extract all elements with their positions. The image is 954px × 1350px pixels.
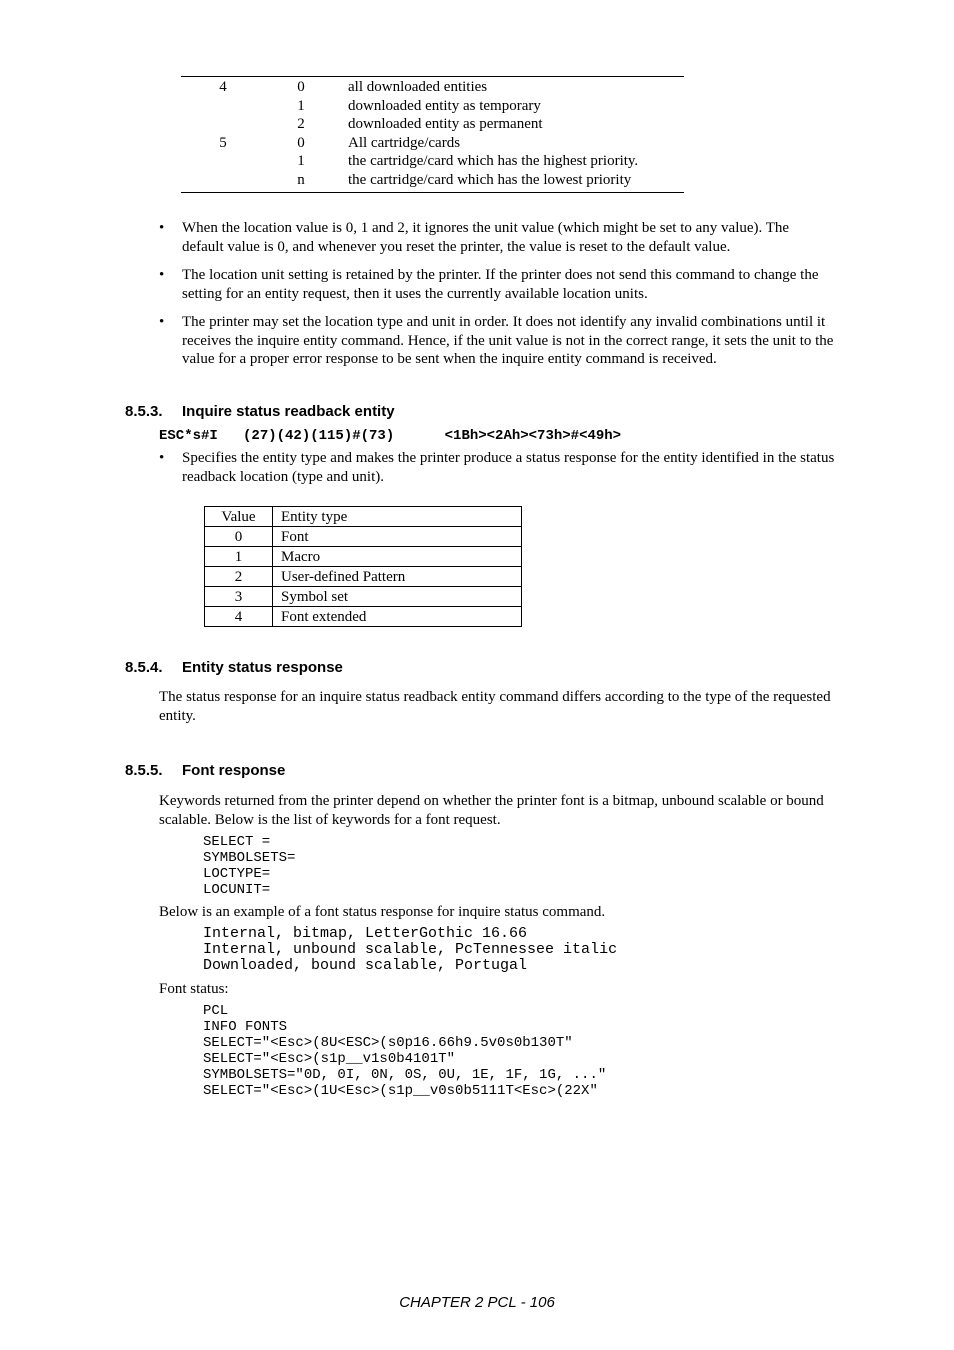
paragraph [159,688,889,725]
section-title: Font response [182,762,286,779]
table-row [205,547,522,567]
location-unit-cell: 2 [297,116,305,132]
section-number: 8.5.4. [125,659,163,676]
example-line: Downloaded, bound scalable, Portugal [203,957,528,974]
keyword-line: SYMBOLSETS= [203,850,296,866]
section-heading [125,659,343,676]
table-row [181,152,684,171]
keyword-line: SELECT = [203,834,271,850]
keyword-line: LOCTYPE= [203,866,271,882]
status-line: INFO FONTS [203,1019,288,1035]
table-row [181,97,684,116]
description-cell: All cartridge/cards [348,134,461,151]
text-line: The status response for an inquire status readback entity command differs according to the type of the requested [159,689,831,705]
text-line: The printer may set the location type and unit in order. It does not identify any invalid combinations until it [182,314,826,330]
table-row [181,78,684,97]
keyword-line: LOCUNIT= [203,882,271,898]
table-row [181,134,684,153]
location-unit-cell: 1 [297,97,305,114]
entity-type-cell: Font [273,527,522,547]
description-cell: the cartridge/card which has the lowest priority [348,172,632,188]
table-row [181,171,684,190]
page-footer: CHAPTER 2 PCL - 106 [399,1294,555,1311]
table-row [205,587,522,607]
text-line: setting for an entity request, then it uses the currently available location units. [182,285,648,302]
bullet-text [182,266,888,303]
value-cell: 0 [205,527,273,547]
section-number: 8.5.5. [125,762,163,779]
text-line: default value is 0, and whenever you reset the printer, the value is reset to the default value. [182,238,731,255]
section-heading [125,762,285,779]
table-row [205,527,522,547]
status-line: SYMBOLSETS="0D, 0I, 0N, 0S, 0U, 1E, 1F, 1G, ..." [203,1067,607,1083]
bullet-icon: • [159,450,165,466]
status-line: SELECT="<Esc>(8U<ESC>(s0p16.66h9.5v0s0b130T" [203,1035,573,1051]
font-status-label: Font status: [159,981,229,997]
section-number: 8.5.3. [125,403,163,420]
entity-type-cell: Symbol set [273,587,522,607]
section-title: Entity status response [182,659,343,676]
description-cell: the cartridge/card which has the highest priority. [348,153,639,169]
bullet-text [182,449,888,486]
entity-type-table [204,506,522,627]
status-line: PCL [203,1003,229,1019]
column-header: Entity type [273,507,522,527]
table-header-row [205,507,522,527]
location-unit-cell: 0 [297,134,305,151]
text-line: receives the inquire entity command. Hence, if the unit value is not in the correct range, it sets the unit to the [182,332,834,349]
status-line: SELECT="<Esc>(1U<Esc>(s1p__v0s0b5111T<Esc>(22X" [203,1083,598,1099]
value-cell: 2 [205,567,273,587]
location-table [181,76,684,193]
text-line: value for a proper error response to be sent when the inquire entity command is received. [182,351,717,367]
location-unit-cell: 0 [297,79,305,95]
example-line: Internal, bitmap, LetterGothic 16.66 [203,925,528,942]
text-line: scalable. Below is the list of keywords for a font request. [159,811,501,828]
bullet-icon: • [159,220,165,236]
description-cell: downloaded entity as temporary [348,97,541,114]
table-row [205,567,522,587]
value-cell: 4 [205,607,273,627]
value-cell: 3 [205,587,273,607]
bullet-text [182,313,888,369]
description-cell: all downloaded entities [348,79,488,95]
text-line: The location unit setting is retained by the printer. If the printer does not send this command to change the [182,267,819,283]
value-cell: 1 [205,547,273,567]
command-syntax: ESC*s#I (27)(42)(115)#(73) <1Bh><2Ah><73h>#<49h> [159,428,622,444]
text-line: When the location value is 0, 1 and 2, it ignores the unit value (which might be set to any value). The [182,220,790,236]
location-type-cell: 5 [219,134,227,151]
example-line: Internal, unbound scalable, PcTennessee italic [203,941,618,958]
section-title: Inquire status readback entity [182,403,395,420]
text-line: readback location (type and unit). [182,468,385,485]
table-row [181,115,684,134]
entity-type-cell: User-defined Pattern [273,567,522,587]
bullet-text [182,219,888,256]
table-row [205,607,522,627]
entity-type-cell: Macro [273,547,522,567]
text-line: Keywords returned from the printer depend on whether the printer font is a bitmap, unbound scalable or bound [159,793,824,809]
text-line: entity. [159,707,196,724]
paragraph [159,792,889,829]
status-line: SELECT="<Esc>(s1p__v1s0b4101T" [203,1051,456,1067]
text-line: Specifies the entity type and makes the printer produce a status response for the entity identified in the status [182,450,835,466]
section-heading [125,403,395,420]
bullet-icon: • [159,267,165,283]
location-unit-cell: 1 [297,153,305,169]
location-type-cell: 4 [219,79,227,95]
bullet-icon: • [159,314,165,330]
description-cell: downloaded entity as permanent [348,116,543,132]
location-unit-cell: n [297,172,305,188]
entity-type-cell: Font extended [273,607,522,627]
paragraph: Below is an example of a font status response for inquire status command. [159,904,606,920]
column-header: Value [205,507,273,527]
